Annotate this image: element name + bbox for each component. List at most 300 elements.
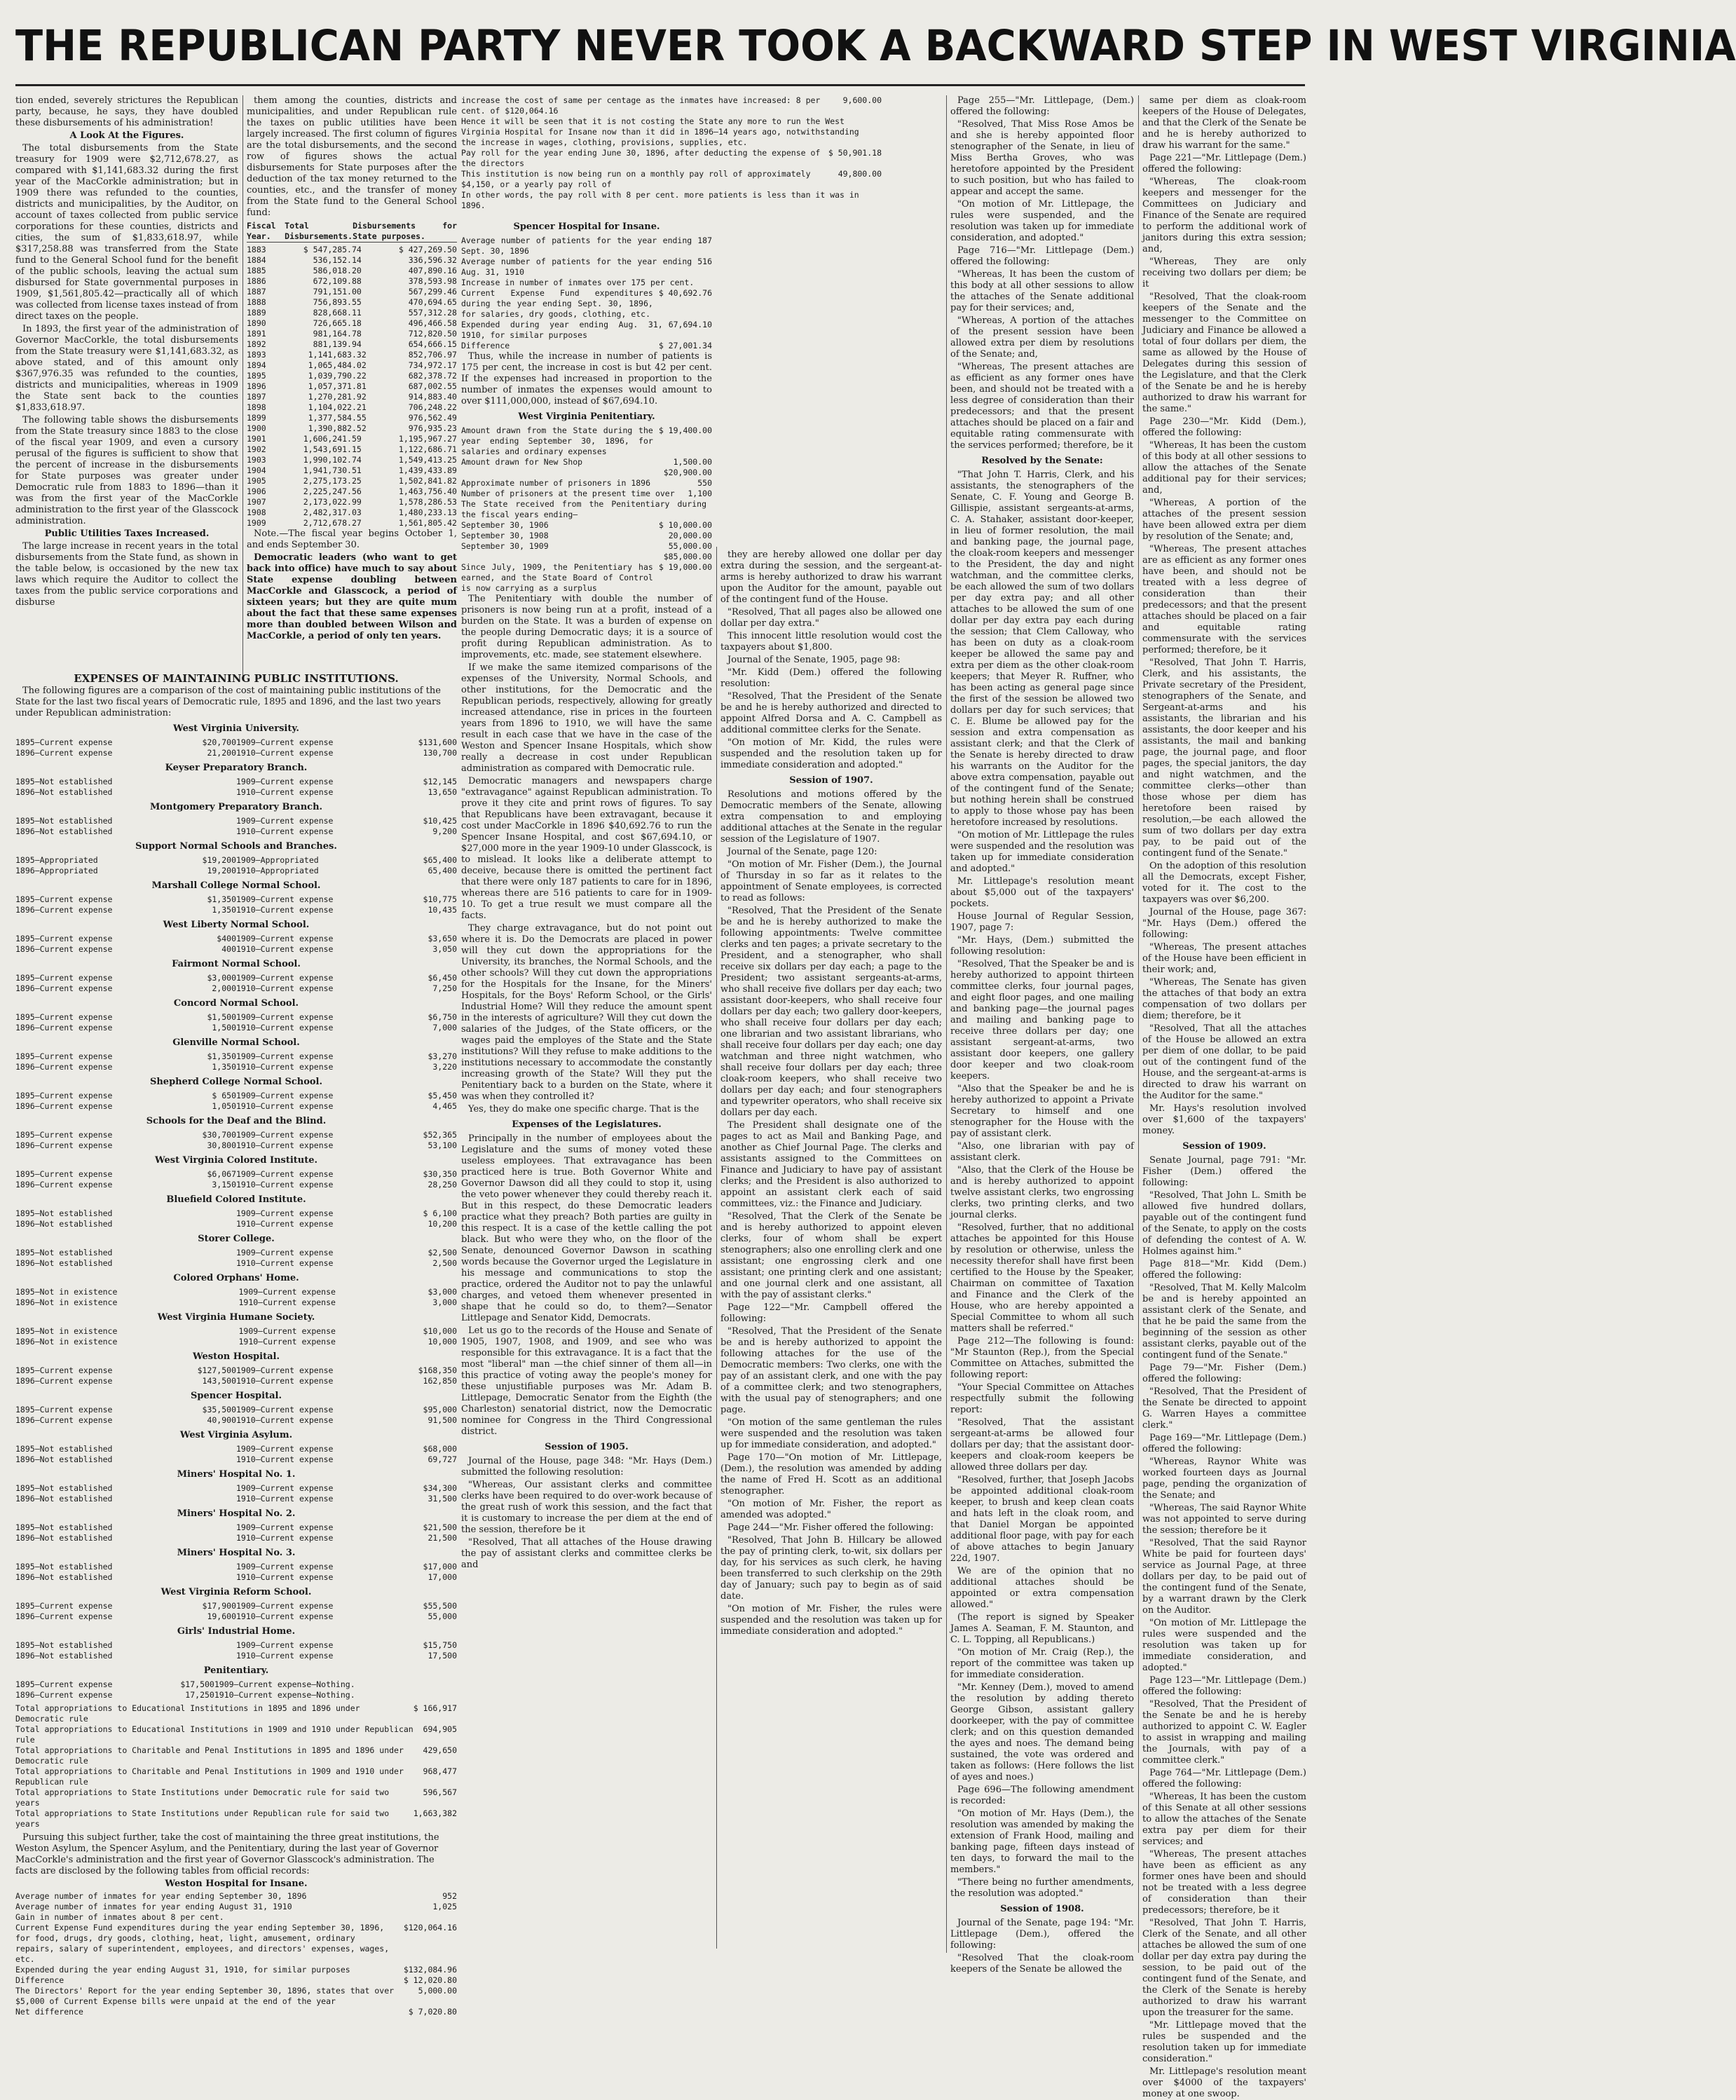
table-cell: 1896—Not established [15,1454,113,1464]
table-cell: $34,300 [423,1483,457,1493]
table-cell: 2,173,022.99 [303,497,362,507]
paragraph: "Whereas, A portion of the attaches of the present session have been allowed extra per diem by resolutions of the Senate; and, [950,315,1134,360]
table-cell: 1909 [247,518,266,528]
table-cell: 1910—Current expense [236,1611,334,1621]
paragraph: "On motion of Mr. Littlepage, the rules were suspended, and the resolution was taken up for immediate consideration, and adopted." [950,199,1134,243]
table-cell: 378,593.98 [408,276,457,286]
table-cell: 1,439,433.89 [398,465,457,475]
table-cell: Hence it will be seen that it is not costing the State any more to run the West Virginia Hospital for Insane now than it did in 1896—14 years ago, notwithstanding the increase in wages, clothing, provisions, supplies, etc. [461,116,859,147]
table-row [461,236,712,257]
table-cell: $5,450 [428,1091,457,1100]
table-cell: $127,500 [197,1365,236,1375]
table-cell: $35,500 [202,1405,236,1414]
table-cell: Average number of inmates for year ending August 31, 1910 [15,1902,292,1911]
table-row [247,360,457,371]
table-row [15,983,457,994]
institution-name: West Virginia Colored Institute. [154,1155,318,1166]
paragraph: Page 169—"Mr. Littlepage (Dem.) offered the following: [1142,1433,1306,1454]
table-cell: 91,500 [428,1415,457,1425]
table-cell: 1910—Appropriated [236,866,319,875]
paragraph: "Resolved, That all pages also be allowed one dollar per day extra." [720,607,942,629]
table-cell: $ 6,100 [423,1208,457,1218]
table-row [15,1101,457,1112]
table-row [15,1130,457,1140]
table-cell: 67,694.10 [668,320,712,329]
paragraph: Pursuing this subject further, take the cost of maintaining the three great institutions, the Weston Asylum, the Spencer Asylum, and the Penitentiary, during the last year of Governor MacCorkle's administration and the first year of Governor Glasscock's administration. The facts are disclosed by the following tables from official records: [15,1832,439,1876]
totals-list [15,1703,457,1829]
table-cell: 1895—Appropriated [15,855,98,865]
table-cell: 1,543,691.15 [303,444,362,454]
table-row [247,297,457,308]
table-cell [182,1287,238,1297]
paragraph: Let us go to the records of the House and Senate of 1905, 1907, 1908, and 1909, and see who was responsible for this extravagance. It is a fact that the most "liberal" man —the chief sinner of them all—in this practice of voting away the people's money for these unjustifiable purposes was Mr. Adam B. Littlepage, Democratic Senator from the Eighth (the Charleston) senatorial district, now the Democratic nominee for Congress in the Third Congressional district. [461,1325,712,1437]
table-cell: 1910—Current expense [238,1337,336,1346]
table-cell: 1886 [247,276,266,286]
table-cell: 1910—Current expense [236,1219,334,1229]
table-cell: Total appropriations to State Institutions under Republican rule for said two years [15,1808,390,1829]
table-cell [180,1444,236,1454]
table-cell: 1909—Current expense [238,1326,336,1336]
table-cell: $131,600 [418,737,457,747]
paragraph: Page 716—"Mr. Littlepage (Dem.) offered the following: [950,245,1134,267]
table-row [15,2007,457,2017]
table-cell: September 30, 1908 [461,531,549,540]
column-rule [1138,95,1139,1953]
paragraph: "On motion of the same gentleman the rules were suspended and the resolution was taken up for immediate consideration, and adopted." [720,1417,942,1450]
table-row [15,1611,457,1622]
table-cell: 7,250 [432,983,457,993]
table-cell: $95,000 [423,1405,457,1414]
table-cell: 40,900 [207,1415,236,1425]
table-row [461,541,712,552]
paragraph: Page 212—The following is found: "Mr Staunton (Rep.), from the Special Committee on Attaches, submitted the following report: [950,1336,1134,1380]
table-cell: 1,500.00 [673,457,712,467]
table-row [15,1640,457,1651]
table-row [15,1169,457,1180]
table-cell: 1909—Current expense—Nothing. [214,1679,355,1689]
paragraph: "Whereas, The present attaches have been as efficient as any former ones have been and should not be treated with a less degree of consideration than their predecessors; therefore, be it [1142,1849,1306,1916]
table-cell: 1884 [247,255,266,265]
paragraph: House Journal of Regular Session, 1907, page 7: [950,911,1134,933]
institution-name: Shepherd College Normal School. [149,1077,323,1087]
table-cell: 1,065,484.02 [308,360,367,370]
table-cell: 1,377,584.55 [308,413,367,423]
paragraph: "Also that the Speaker be and he is hereby authorized to appoint a Private Secretary to himself and one stenographer for the House with the pay of assistant clerk. [950,1084,1134,1139]
table-cell: $20,900.00 [663,468,712,477]
table-cell: 1,122,686.71 [398,444,457,454]
table-cell: Current Expense Fund expenditures during the year ending September 30, 1896, for food, drugs, dry goods, clothing, heat, light, amusement, ordinary repairs, salary of superintendent, employees, and directors' expenses, wages, etc. [15,1923,390,1964]
table-cell: 1,561,805.42 [398,518,457,528]
table-cell: 1910—Current expense [236,1376,334,1386]
paragraph: (The report is signed by Speaker James A. Seaman, F. M. Staunton, and C. L. Topping, all Republicans.) [950,1612,1134,1645]
table-cell: 1910—Current expense [236,944,334,954]
table-row [247,413,457,423]
table-cell: In other words, the pay roll with 8 per cent. more patients is less than it was in 1896. [461,190,859,210]
table-cell: 1895—Current expense [15,1012,113,1022]
table-row [247,245,457,255]
table-row [15,905,457,915]
institution-name: Colored Orphans' Home. [173,1273,299,1283]
table-cell: 734,972.17 [408,360,457,370]
paragraph: "That John T. Harris, Clerk, and his assistants, the stenographers of the Senate, C. F. Young and George B. Gillispie, assistant sergeants-at-arms, C. A. Stahaker, assistant door-keeper, in lieu of former resolution, the mail and banking page, the journal page, the cloak-room keepers and messenger to the President, the day and night watchman, and the committee clerks, be each allowed the sum of two dollars per day extra pay; and all other attaches to be allowed the sum of one dollar per day extra pay each during the session; that Clem Calloway, who has been on duty as a cloak-room keeper be allowed the same pay and extra per diem as the other cloak-room keepers; that Meyer R. Ruffner, who has been acting as general page since the first of the session be allowed two dollars per day for such services; that C. E. Blume be allowed pay for the session and extra compensation as assistant clerk; and that the Clerk of the Senate is hereby directed to draw his warrants on the Auditor for the above extra compensation, payable out of the contingent fund of the Senate; but nothing herein shall be construed to apply to those whose pay has been heretofore increased by resolutions. [950,470,1134,828]
table-cell [180,1494,236,1504]
table-cell: $3,000 [207,973,236,983]
table-cell: 1896—Current expense [15,1376,113,1386]
table-row [461,499,712,520]
paragraph: On the adoption of this resolution all the Democrats, except Fisher, voted for it. The cost to the taxpayers was over $6,200. [1142,861,1306,905]
table-cell: 976,562.49 [408,413,457,423]
table-cell: 1909—Current expense [236,1208,334,1218]
paragraph: "Resolved, That M. Kelly Malcolm be and is hereby appointed an assistant clerk of the Senate, and that he be paid the same from the beginning of the session as other assistant clerks, payable out of the contingent fund of the Senate." [1142,1283,1306,1361]
table-cell: 1909—Current expense [236,1522,334,1532]
paragraph: Mr. Littlepage's resolution meant over $4000 of the taxpayers' money at one swoop. [1142,2066,1306,2099]
table-row [15,1091,457,1101]
table-cell: 1910—Current expense [236,1180,334,1189]
table-cell: $1,350 [207,1051,236,1061]
table-row [247,255,457,266]
paragraph: Mr. Littlepage's resolution meant about $5,000 out of the taxpayers' pockets. [950,876,1134,909]
table-cell: Expended during the year ending August 31, 1910, for similar purposes [15,1965,350,1975]
table-cell: Increase in number of inmates over 175 per cent. [461,278,695,287]
table-cell: 694,905 [423,1724,457,1734]
table-cell: 10,000 [428,1337,458,1346]
paragraph: "Whereas, It has been the custom of this Senate at all other sessions to allow the attaches of the Senate extra pay per diem for their services; and [1142,1792,1306,1847]
section-heading: Session of 1907. [789,775,873,786]
table-row [15,1023,457,1033]
institution-name: Miners' Hospital No. 3. [177,1548,296,1558]
table-row [15,1522,457,1533]
table-cell: 726,665.18 [313,318,362,328]
table-cell: $15,750 [423,1640,457,1650]
institution-name: Concord Normal School. [173,998,299,1009]
table-cell: 30,800 [207,1140,236,1150]
table-cell: 9,200 [432,826,457,836]
paragraph: "On motion of Mr. Craig (Rep.), the report of the committee was taken up for immediate consideration. [950,1647,1134,1680]
table-cell: 1895—Not in existence [15,1287,118,1297]
table-cell: 1,549,413.25 [398,455,457,465]
headline-rule [15,84,1305,86]
table-row [247,434,457,444]
table-row [461,169,882,190]
institution-name: Penitentiary. [203,1665,269,1676]
paragraph: "Resolved, That the President of the Senate be directed to appoint G. Warren Hayes a committee clerk." [1142,1386,1306,1431]
table-cell: 1,100 [688,489,712,498]
table-cell [401,1679,457,1690]
table-cell [180,1208,236,1219]
table-cell: 1910—Current expense [236,1101,334,1111]
paragraph: "Whereas, Our assistant clerks and committee clerks have been required to do over-work because of the great rush of work this session, and the fact that it is customary to increase the per diem at the end of the session, therefore be it [461,1480,712,1535]
table-cell: 1,990,102.74 [303,455,362,465]
table-cell: Total appropriations to State Institutions under Democratic rule for said two years [15,1787,390,1808]
table-cell: 3,220 [432,1062,457,1072]
table-cell: 407,890.16 [408,266,457,275]
table-cell: 1896—Current expense [15,944,113,954]
table-cell: 1910—Current expense [236,1533,334,1543]
paragraph: Mr. Hays's resolution involved over $1,600 of the taxpayers' money. [1142,1103,1306,1136]
table-row [15,1891,457,1902]
table-cell: 1,578,286.53 [398,497,457,507]
table-cell: Current Expense Fund expenditures during the year ending Sept. 30, 1896, for salaries, dry goods, clothing, etc. [461,288,653,319]
table-cell: 1895—Not in existence [15,1326,118,1336]
table-cell: 557,312.28 [408,308,457,318]
table-cell: 1895—Current expense [15,1601,113,1611]
table-row [15,1703,457,1724]
paragraph: "Whereas, The present attaches are as efficient as any former ones have been, and should not be treated with a less degree of consideration than their predecessors; and that the present attaches should be placed on a fair and equitable rating commensurate with the services performed; therefore, be it [1142,544,1306,655]
table-row [15,1483,457,1494]
paragraph: "Resolved, That John T. Harris, Clerk of the Senate, and all other attaches be allowed the sum of one dollar per day extra pay during the session, to be paid out of the contingent fund of the Senate, and the Clerk of the Senate is hereby authorized to draw his warrant upon the treasurer for the same. [1142,1918,1306,2018]
table-row [247,444,457,455]
table-cell: $20,700 [202,737,236,747]
table-cell: 496,466.58 [408,318,457,328]
expenses-section [15,672,458,2017]
table-cell: 1909—Current expense [236,934,334,943]
table-cell: 1895—Not established [15,1562,113,1571]
paragraph: "Resolved, That Miss Rose Amos be and she is hereby appointed floor stenographer of the Senate, in lieu of Miss Bertha Groves, who was heretofore appointed by the President to such position, but who has failed to appear and accept the same. [950,119,1134,197]
table-cell: $17,000 [423,1562,457,1571]
table-cell: $6,450 [428,973,457,983]
paragraph: "Resolved, That all the attaches of the House be allowed an extra per diem of one dollar, to be paid out of the contingent fund of the House, and the sergeant-at-arms is directed to draw his warrant on the Auditor for the same." [1142,1023,1306,1101]
table-cell: Number of prisoners at the present time over [461,489,675,498]
table-cell: 1909—Current expense [236,1169,334,1179]
table-cell: 1,350 [212,1062,236,1072]
table-row [247,476,457,486]
paragraph: "Whereas, The present attaches of the House have been efficient in their work; and, [1142,942,1306,975]
table-cell: 1909—Current expense [236,894,334,904]
table-cell: 1909—Appropriated [236,855,319,865]
table-cell: 1902 [247,444,266,454]
table-cell: 17,500 [428,1651,457,1661]
table-cell [875,190,882,211]
table-cell: 20,000.00 [668,531,712,540]
paragraph: "Resolved, That the President of the Senate be and is hereby authorized to appoint the following attaches for the use of the Democratic members: Two clerks, one with the pay of an assistant clerk, and one with the pay of a committee clerk; and two stenographers, with the usual pay of stenographers; and one page. [720,1326,942,1415]
paragraph: "Also, that the Clerk of the House be and is hereby authorized to appoint twelve assistant clerks, two engrossing clerks, two printing clerks, and two journal clerks. [950,1165,1134,1220]
table-cell: 21,500 [428,1533,457,1543]
table-row [15,1986,457,2007]
table-cell: 55,000 [428,1611,457,1621]
table-cell: 1895—Not established [15,777,113,786]
table-cell: $68,000 [423,1444,457,1454]
table-cell: 55,000.00 [668,541,712,551]
table-cell: 9,600.00 [842,95,882,105]
table-cell: 1,941,730.51 [303,465,362,475]
table-row [15,944,457,955]
table-note: Note.—The fiscal year begins October 1, and ends September 30. [247,529,457,550]
paragraph: The President shall designate one of the pages to act as Mail and Banking Page, and another as Chief Journal Page. The clerks and assistants assigned to the Committees on Finance and Judiciary to have pay of assistant clerks; and the President is also authorized to appoint an assistant clerk each of said committees, viz.: the Finance and Judiciary. [720,1120,942,1209]
table-cell [450,1912,457,1923]
table-row [15,1062,457,1072]
table-cell [180,1640,236,1651]
paragraph: Page 79—"Mr. Fisher (Dem.) offered the following: [1142,1363,1306,1384]
table-cell: $ 27,001.34 [658,341,712,350]
table-cell: 1896—Current expense [15,1140,113,1150]
table-row [461,257,712,278]
table-header: Fiscal Year. [247,221,276,241]
table-row [15,894,457,905]
institution-name: Weston Hospital. [193,1351,280,1362]
paragraph: "On motion of Mr. Littlepage the rules were suspended and the resolution was taken up for immediate consideration and adopted." [950,830,1134,874]
paragraph: "Whereas, It has been the custom of this body at all other sessions to allow the attaches of the Senate additional pay for their services; and, [1142,440,1306,496]
paragraph: They charge extravagance, but do not point out where it is. Do the Democrats are placed in power will they cut down the appropriations for the University, its branches, the Normal Schools, and the other schools? Will they cut down the appropriations for the Hospitals for the Insane, for the Miners' Hospitals, for the Boys' Reform School, or the Girls' Industrial Home? Will they reduce the amount spent in the interests of agriculture? Will they cut down the salaries of the Judges, of the State officers, or the wages paid the employes of the State and the State institutions? Will they refuse to make additions to the institutions necessary to accommodate the constantly increasing growth of the State? Will they put the Penitentiary back to a burden on the State, where it was when they controlled it? [461,923,712,1102]
table-cell [180,1562,236,1572]
table-row [461,116,882,148]
table-row [15,748,457,758]
institution-name: West Virginia Asylum. [179,1430,293,1440]
paragraph: Journal of the House, page 367: "Mr. Hays (Dem.) offered the following: [1142,907,1306,940]
table-cell [180,777,236,787]
table-cell: 1909—Current expense [236,1012,334,1022]
table-cell: 968,477 [423,1766,457,1776]
paragraph: We are of the opinion that no additional attaches should be appointed or extra compensation allowed." [950,1566,1134,1610]
table-cell: $2,500 [428,1248,457,1257]
table-row [15,1376,457,1386]
table-cell: 1909—Current expense [236,737,334,747]
section-heading: Session of 1908. [1000,1904,1084,1914]
disbursement-table [247,221,457,529]
table-cell: 1909—Current expense [236,816,334,826]
table-cell: 2,225,247.56 [303,486,362,496]
table-cell: 914,883.40 [408,392,457,402]
table-cell [182,1326,238,1337]
paragraph: If we make the same itemized comparisons of the expenses of the University, Normal Schools, and other institutions, for the Democratic and the Republican periods, respectively, allowing for greatly increased attendance, rise in prices in the fourteen years from 1896 to 1910, we will have the same result in each case that we have in the case of the Weston and Spencer Insane Hospitals, which show really a decrease in cost under Republican administration as compared with Democratic rule. [461,662,712,774]
table-cell: 19,600 [207,1611,236,1621]
paragraph: "Resolved, That the President of the Senate be and he is hereby authorized to appoint C. W. Eagler to assist in wrapping and mailing the Journals, with pay of a committee clerk." [1142,1699,1306,1766]
table-cell: 1890 [247,318,266,328]
paragraph: Yes, they do make one specific charge. That is the [468,1104,699,1114]
table-row [15,1297,457,1308]
table-cell: 567,299.46 [408,287,457,296]
table-row [247,371,457,381]
table-row [15,1679,457,1690]
table-cell: 1910—Current expense [236,905,334,915]
table-cell: 1910—Current expense [236,1572,334,1582]
table-cell: 1899 [247,413,266,423]
table-row [461,425,712,457]
paragraph: "Mr. Kenney (Dem.), moved to amend the resolution by adding thereto George Gibson, assistant gallery doorkeeper, with the pay of committee clerk; and on this question demanded the ayes and noes. The demand being sustained, the vote was ordered and taken as follows: (Here follows the list of ayes and noes.) [950,1682,1134,1782]
table-cell: 712,820.50 [408,329,457,339]
table-cell: $ 650 [212,1091,236,1100]
table-cell: Total appropriations to Educational Institutions in 1909 and 1910 under Republican rule [15,1724,414,1745]
table-row [247,392,457,402]
institution-name: Schools for the Deaf and the Blind. [146,1116,327,1126]
paragraph: Page 255—"Mr. Littlepage, (Dem.) offered the following: [950,95,1134,117]
table-cell: 1895—Current expense [15,1130,113,1140]
table-cell: $ 547,285.74 [303,245,362,254]
table-cell: 3,050 [432,944,457,954]
table-cell: 536,152.14 [313,255,362,265]
table-row [247,455,457,465]
table-cell: 2,712,678.27 [303,518,362,528]
paragraph: Principally in the number of employees about the Legislature and the sums of money voted these useless employees. That extravagance has been practiced here is true. Both Governor White and Governor Dawson did all they could to stop it, using the veto power whenever they could thereby reach it. But in this respect, do these Democratic leaders practice what they preach? Both parties are guilty in this respect. It is a case of the kettle calling the pot black. But who were they who, on the floor of the Senate, denounced Governor Dawson in scathing words because the Governor urged the Legislature in his message and communications to stop the practice, ordered the Auditor not to pay the unlawful charges, and vetoed them whenever presented in shape that he could so do, to them?—Senator Littlepage and Senator Kidd, Democrats. [461,1133,712,1323]
paragraph: Page 230—"Mr. Kidd (Dem.), offered the following: [1142,416,1306,438]
paragraph: "Whereas, The present attaches are as efficient as any former ones have been, and should not be treated with a less degree of consideration than their predecessors; and that the present attaches should be placed on a fair and equitable rating commensurate with the services performed; therefore, be it [950,362,1134,451]
table-cell: $19,200 [202,855,236,865]
paragraph: "On motion of Mr. Littlepage the rules were suspended and the resolution was taken up for immediate consideration, and adopted." [1142,1618,1306,1673]
table-cell: 130,700 [423,748,457,758]
paragraph: "Your Special Committee on Attaches respectfully submit the following report: [950,1382,1134,1415]
table-cell: $30,700 [202,1130,236,1140]
paragraph: Journal of the House, page 348: "Mr. Hays (Dem.) submitted the following resolution: [461,1456,712,1478]
table-cell: 2,482,317.03 [303,507,362,517]
paragraph: "On motion of Mr. Hays (Dem.), the resolution was amended by making the extension of Frank Hood, mailing and banking page, fifteen days instead of ten days, to forward the mail to the members." [950,1808,1134,1875]
table-cell: 1896—Current expense [15,1062,113,1072]
table-cell: Average number of patients for the year ending Aug. 31, 1910 [461,257,692,277]
table-cell: 1896—Not established [15,1572,113,1582]
column-3 [720,550,942,1949]
table-cell: 1,057,371.81 [308,381,367,391]
institution-name: Miners' Hospital No. 2. [177,1508,296,1519]
table-cell: September 30, 1906 [461,520,549,530]
table-cell: $10,000 [423,1326,458,1336]
table-cell [180,1572,236,1583]
table-cell: 1897 [247,392,266,402]
table-row [15,1724,457,1745]
table-cell: 1909—Current expense [236,1405,334,1414]
table-cell: 1895—Not established [15,1640,113,1650]
table-cell: $30,350 [423,1169,457,1179]
table-cell: 1908 [247,507,266,517]
paragraph: "Resolved, That the Clerk of the Senate be and is hereby authorized to appoint eleven clerks, four of whom shall be expert stenographers; also one enrolling clerk and one assistant; one engrossing clerk and one assistant; one printing clerk and one assistant; and one journal clerk and one assistant, all with the pay of assistant clerks." [720,1211,942,1300]
institution-name: West Virginia Humane Society. [157,1312,315,1323]
table-row [15,1051,457,1062]
table-cell [180,1258,236,1269]
table-cell: 1895—Current expense [15,894,113,904]
table-row [461,341,712,351]
table-cell: $120,064.16 [403,1923,457,1932]
table-cell: 1896—Not established [15,1494,113,1504]
table-cell: 1896—Current expense [15,905,113,915]
table-row [247,287,457,297]
table-cell: 1910—Current expense [236,1258,334,1268]
table-cell: 1891 [247,329,266,339]
table-cell: 1,270,281.92 [308,392,367,402]
table-cell: $ 166,917 [413,1703,457,1713]
table-cell: 1,039,790.22 [308,371,367,381]
table-cell: 1895 [247,371,266,381]
table-cell [180,1454,236,1465]
institution-name: Support Normal Schools and Branches. [135,841,337,852]
table-cell: 162,850 [423,1376,457,1386]
table-cell: 400 [221,944,236,954]
table-cell: 1905 [247,476,266,486]
table-cell: $10,775 [423,894,457,904]
table-cell: 1892 [247,339,266,349]
table-row [15,826,457,837]
table-cell: 69,727 [428,1454,457,1464]
table-cell: 1,141,683.32 [308,350,367,360]
weston-table [15,1891,457,2017]
table-cell: Difference [461,341,510,350]
table-cell: 1895—Not established [15,816,113,826]
table-cell: 10,200 [428,1219,457,1229]
table-row [247,518,457,529]
table-cell: 1,480,233.13 [398,507,457,517]
table-cell: 1,050 [212,1101,236,1111]
table-row [15,934,457,944]
table-row [15,1326,457,1337]
table-cell: 672,109.88 [313,276,362,286]
table-cell: Total appropriations to Charitable and Penal Institutions in 1895 and 1896 under Democratic rule [15,1745,404,1766]
paragraph: "Also, one librarian with pay of assistant clerk. [950,1141,1134,1163]
paragraph: "On motion of Mr. Kidd, the rules were suspended and the resolution taken up for immediate consideration and adopted." [720,737,942,770]
table-cell: 1896—Current expense [15,1101,113,1111]
column-rule [716,547,717,1949]
table-cell: 1909—Current expense [238,1287,336,1297]
table-cell: Since July, 1909, the Penitentiary has earned, and the State Board of Control is now carrying as a surplus [461,562,653,593]
paragraph: "Whereas, The cloak-room keepers and messenger for the Committees on Judiciary and Finance of the Senate are required to perform the additional work of janitors during this extra session; and, [1142,177,1306,254]
table-row [247,329,457,339]
table-row [461,148,882,169]
table-cell: 881,139.94 [313,339,362,349]
